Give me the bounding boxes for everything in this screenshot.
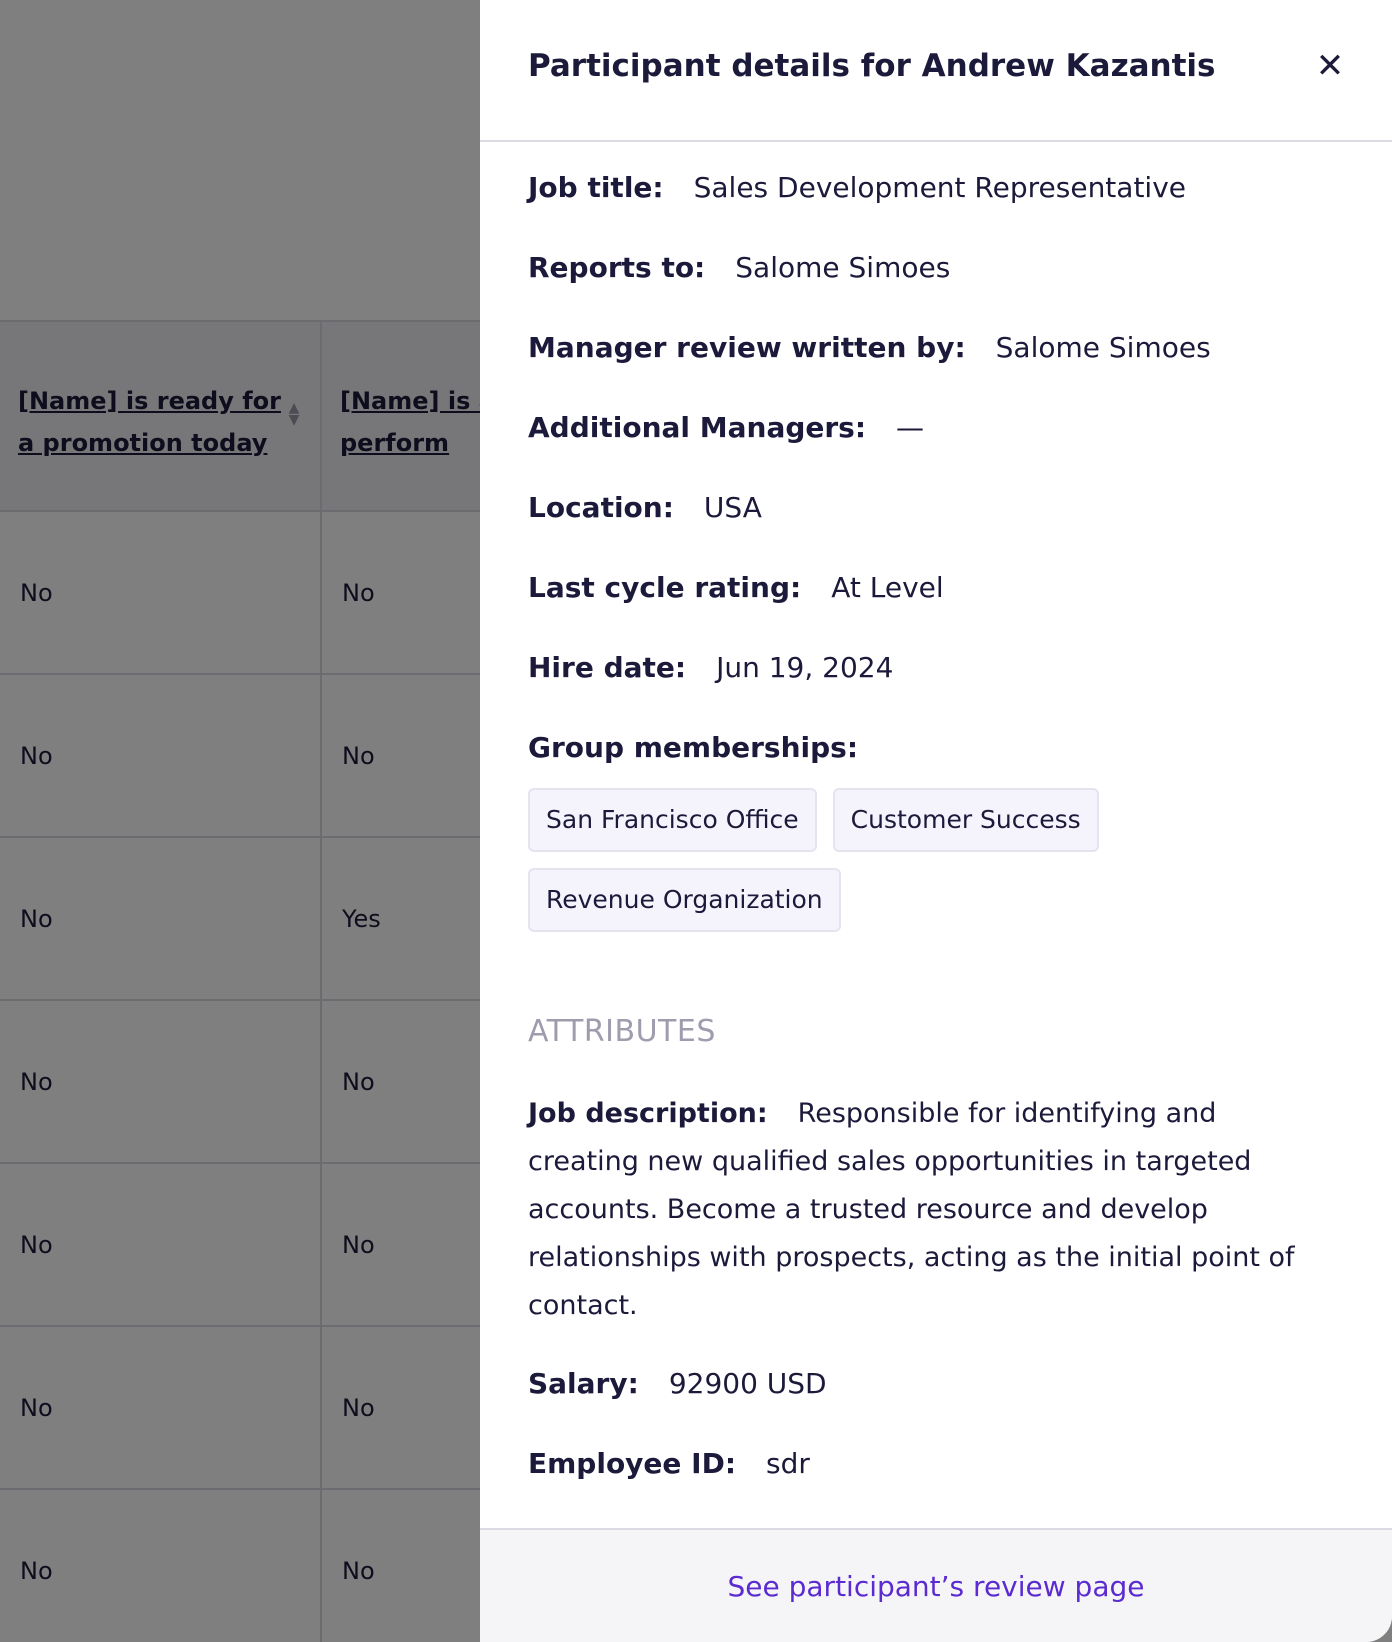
- field-additional-managers: [528, 406, 1344, 450]
- participant-details-drawer: [480, 0, 1392, 1642]
- field-value: Sales Development Representative: [693, 171, 1187, 204]
- field-label: Last cycle rating:: [528, 571, 802, 604]
- field-label: Employee ID:: [528, 1447, 737, 1480]
- drawer-header: [480, 0, 1392, 142]
- field-label: Job description:: [528, 1098, 768, 1129]
- field-value: Salome Simoes: [995, 331, 1211, 364]
- field-value: Salome Simoes: [735, 251, 951, 284]
- group-chips: [528, 788, 1128, 948]
- review-page-link[interactable]: See participant’s review page: [727, 1569, 1145, 1603]
- close-icon: ✕: [1315, 46, 1345, 86]
- field-label: Additional Managers:: [528, 411, 867, 444]
- field-salary: [528, 1362, 1344, 1406]
- close-button[interactable]: [1308, 44, 1352, 88]
- drawer-body: [480, 142, 1392, 1486]
- field-value: 92900 USD: [668, 1367, 827, 1400]
- field-label: Job title:: [528, 171, 664, 204]
- field-label: Location:: [528, 491, 674, 524]
- field-label: Salary:: [528, 1367, 639, 1400]
- field-value: Responsible for identifying and creating new qualified sales opportunities in targeted accounts. Become a trusted resource and develop relationships with prospects, acting as the initial point of contact.: [528, 1098, 1295, 1321]
- group-chip: Customer Success: [833, 788, 1099, 852]
- field-value: USA: [703, 491, 762, 524]
- field-location: [528, 486, 1344, 530]
- field-value: Jun 19, 2024: [716, 651, 894, 684]
- field-value: —: [896, 411, 925, 444]
- field-value: sdr: [766, 1447, 810, 1480]
- group-chip: Revenue Organization: [528, 868, 841, 932]
- field-review-writer: [528, 326, 1344, 370]
- attributes-section-title: ATTRIBUTES: [528, 1014, 716, 1049]
- field-label: Manager review written by:: [528, 331, 966, 364]
- drawer-title: Participant details for Andrew Kazantis: [528, 48, 1216, 84]
- drawer-footer: [480, 1528, 1392, 1642]
- field-employee-id: [528, 1442, 1344, 1486]
- field-job-title: [528, 166, 1344, 210]
- field-job-description: [528, 1090, 1328, 1330]
- field-hire-date: [528, 646, 1344, 690]
- field-reports-to: [528, 246, 1344, 290]
- field-label: Reports to:: [528, 251, 706, 284]
- field-label: Hire date:: [528, 651, 687, 684]
- group-chip: San Francisco Office: [528, 788, 817, 852]
- field-last-cycle-rating: [528, 566, 1344, 610]
- field-value: At Level: [831, 571, 944, 604]
- group-memberships-label: Group memberships:: [528, 731, 859, 764]
